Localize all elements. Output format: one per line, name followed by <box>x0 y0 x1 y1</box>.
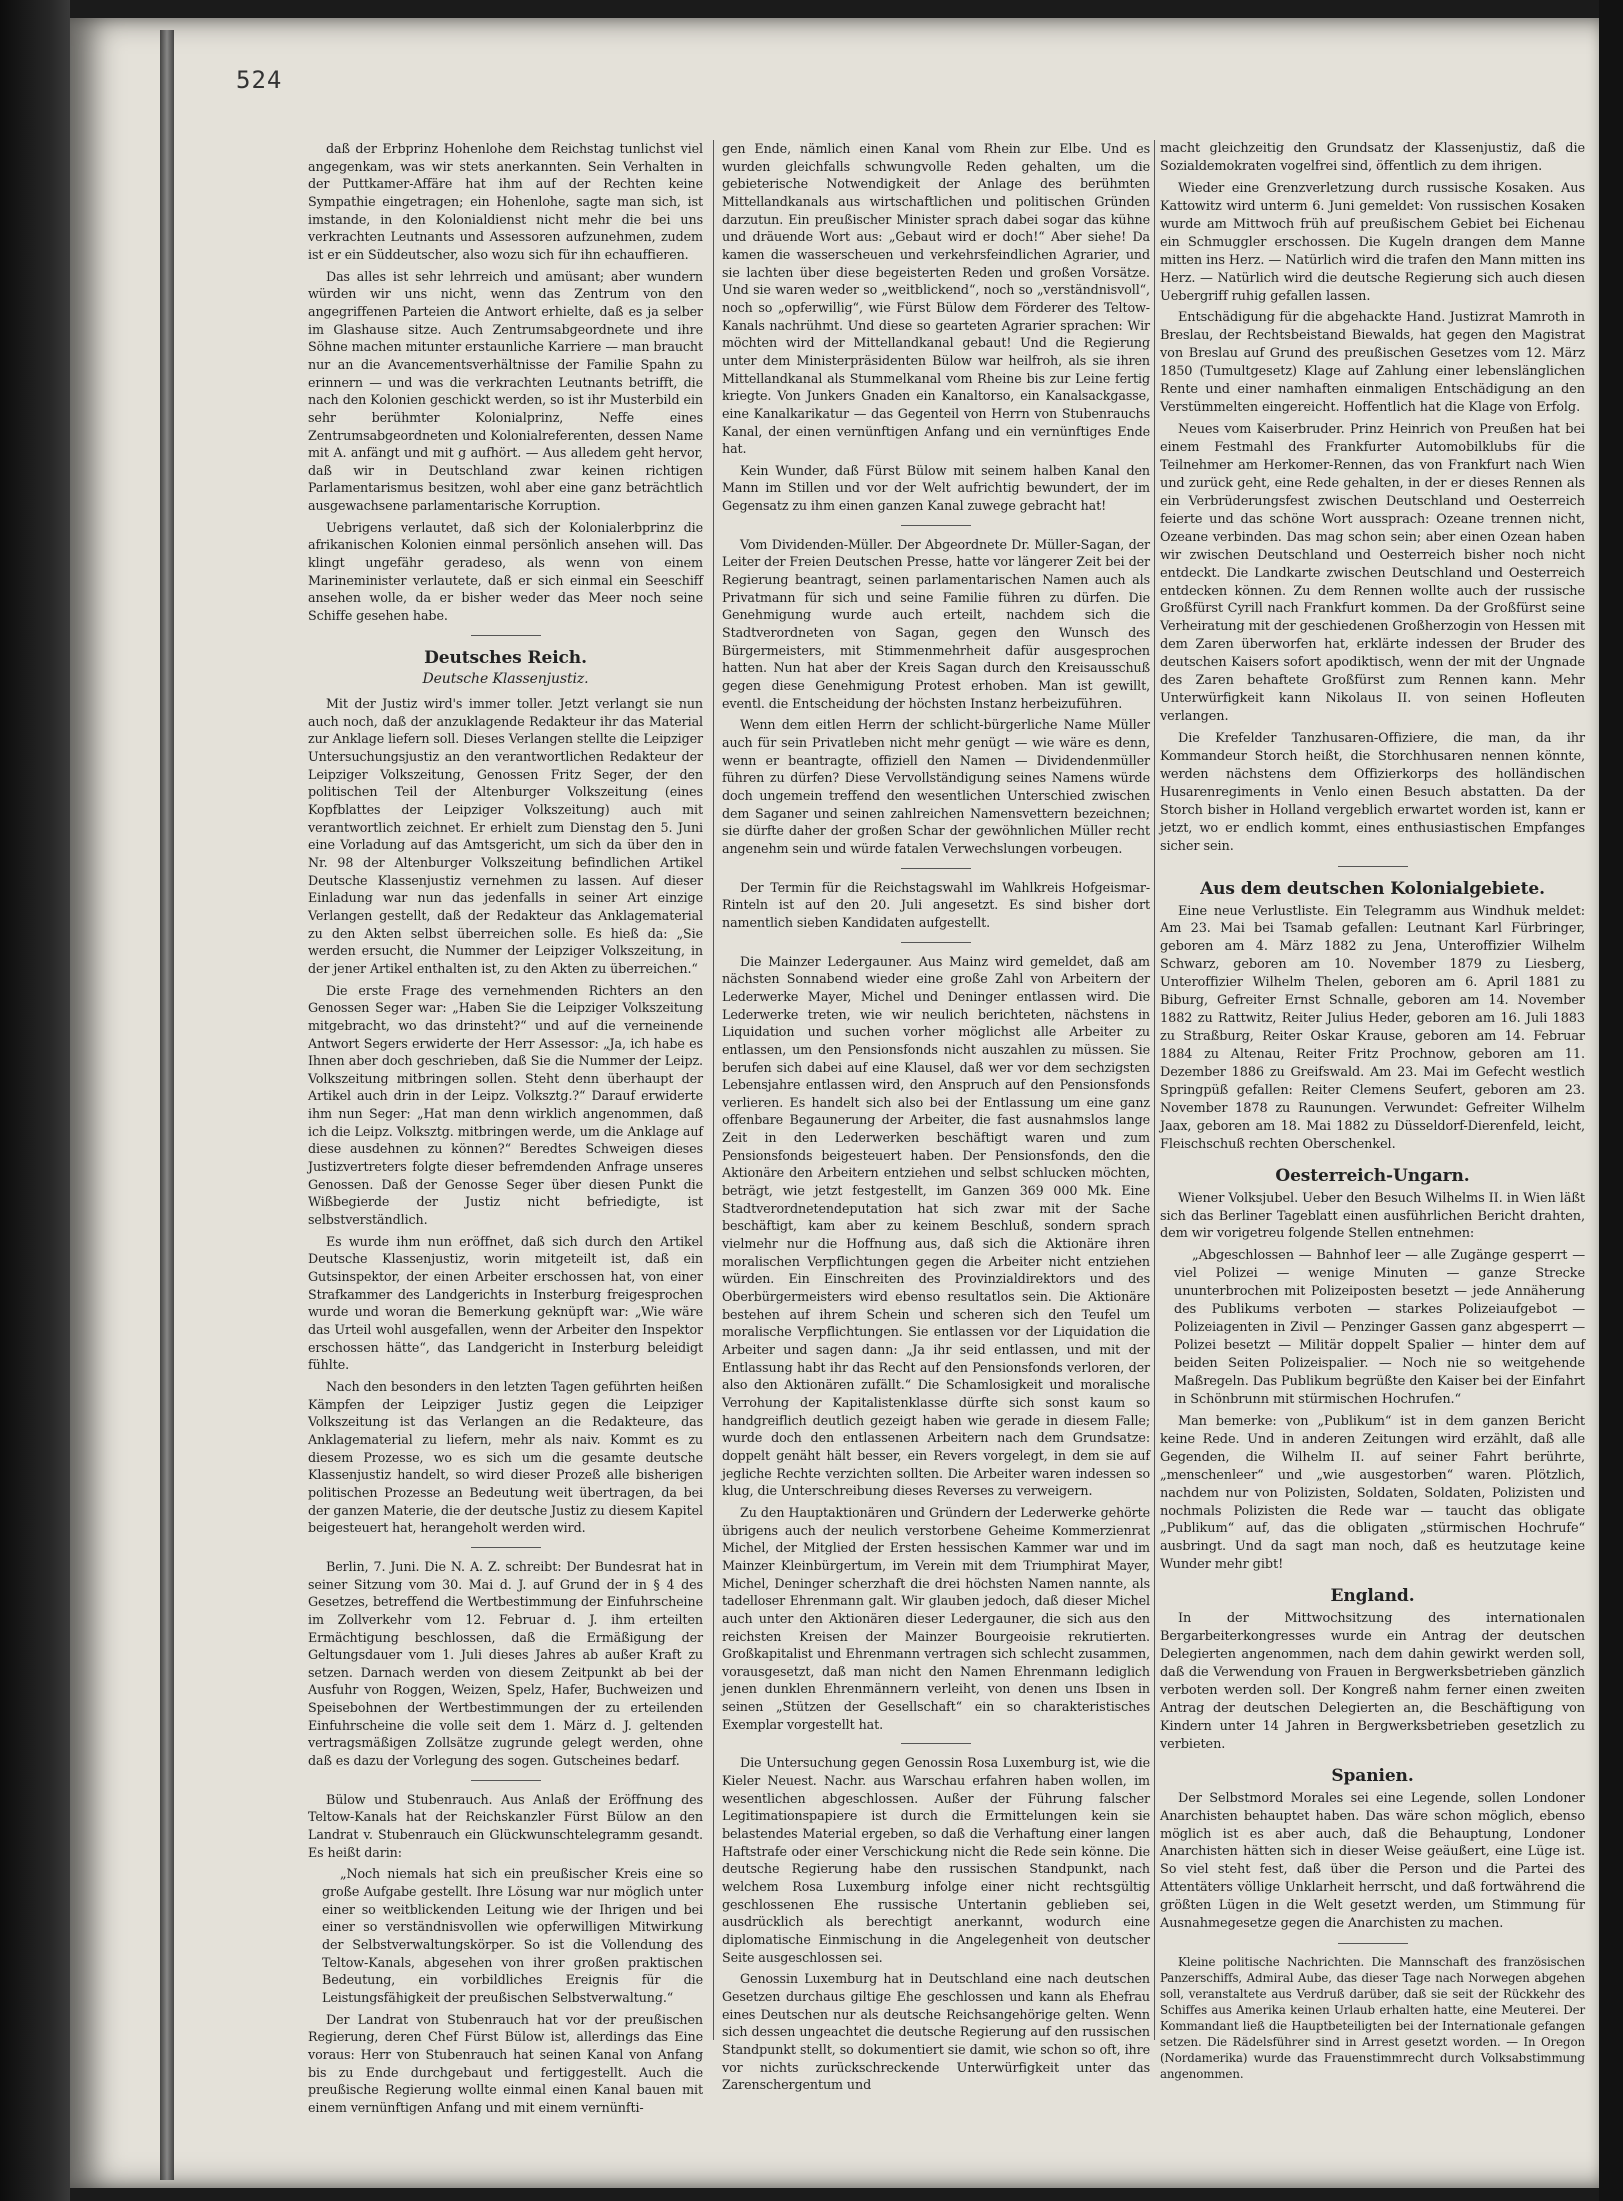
article-paragraph: Das alles ist sehr lehrreich und amüsant; aber wundern würden wir uns nicht, wenn das Zentrum von den angegriffenen Parteien die Antwort erhielte, daß es ja selber im Glashause sitze. Auch Zentrumsabgeordnete und ihre Söhne machen mitunter erstaunliche Karriere — man braucht nur an die Avancementsverhältnisse der Familie Spahn zu erinnern — und was die verkrachten Leutnants betrifft, die nach den Kolonien geschickt werden, so ist ihr Musterbild ein sehr berühmter Kolonialprinz, Neffe eines Zentrumsabgeordneten und Kolonialreferenten, dessen Name mit A. anfängt und mit g aufhört. — Aus alledem geht hervor, daß wir in Deutschland zwar keinen richtigen Parlamentarismus besitzen, wohl aber eine ganz beträchtlich ausgewachsene parlamentarische Korruption. <box>308 268 703 514</box>
article-paragraph: Genossin Luxemburg hat in Deutschland eine nach deutschen Gesetzen durchaus giltige Ehe geschlossen und kann als Ehefrau eines Deutschen nur als deutsche Reichsangehörige gelten. Wenn sich dessen ungeachtet die deutsche Regierung auf den russischen Standpunkt stellt, so dokumentiert sie damit, wie schon so oft, ihre vor nichts zurückschreckende Unterwürfigkeit unter das Zarenschergentum und <box>722 1971 1150 2093</box>
news-brief: Kleine politische Nachrichten. Die Mannschaft des französischen Panzerschiffs, Admiral Aube, das dieser Tage nach Norwegen abgehen soll, veranstaltete aus Verdruß darüber, daß sie seit der Rückkehr des Schiffes aus Amerika keinen Urlaub erhalten hatte, eine Meuterei. Der Kommandant ließ die Hauptbeteiligten bei der Internationale gefangen setzen. Die Rädelsführer sind in Arrest gesetzt worden. — In Oregon (Nordamerika) wurde das Frauenstimmrecht durch Volksabstimmung angenommen. <box>1160 1955 1585 2082</box>
column-rule-1 <box>713 140 714 2040</box>
section-heading: Deutsches Reich. <box>424 647 587 668</box>
article-paragraph: Die Mainzer Ledergauner. Aus Mainz wird gemeldet, daß am nächsten Sonnabend wieder eine große Zahl von Arbeitern der Lederwerke Mayer, Michel und Deninger entlassen wird. Die Lederwerke treten, wie wir neulich berichteten, nächstens in Liquidation und suchen vorher möglichst alle Arbeiter zu entlassen, um den Pensionsfonds nicht auszahlen zu müssen. Sie berufen sich dabei auf eine Klausel, daß wer vor dem sechzigsten Lebensjahre entlassen wird, den Anspruch auf den Pensionsfonds verlieren. Es handelt sich also bei der Entlassung um eine ganz offenbare Begaunerung der Arbeiter, die fast ausnahmslos lange Zeit in den Lederwerken beschäftigt waren und zum Pensionsfonds beigesteuert haben. Der Pensionsfonds, den die Aktionäre den Arbeitern entziehen und selbst schlucken möchten, beträgt, wie jetzt festgestellt, im Ganzen 369 000 Mk. Eine Stadtverordnetendeputation hat sich zwar mit der Sache beschäftigt, kam aber zu keinem Beschluß, sondern sprach vielmehr nur die Hoffnung aus, daß sich die Aktionäre ihren moralischen Verpflichtungen gegen die Arbeiter nicht entziehen würden. Ein Einschreiten des Provinzialdirektors und des Oberbürgermeisters wird ebenso resultatlos sein. Die Aktionäre bestehen auf ihrem Schein und scheren sich den Teufel um moralische Verpflichtungen. Sie entlassen vor der Liquidation die Arbeiter und sagen dann: „Ja ihr seid entlassen, und mit der Entlassung habt ihr das Recht auf den Pensionsfonds verloren, der also den Aktionären zufällt.“ Die Schamlosigkeit und moralische Verrohung der Kapitalistenklasse dürfte sich sonst kaum so handgreiflich deutlich gezeigt haben wie gerade in diesem Falle; wurde doch den entlassenen Arbeitern nach dem Grundsatze: doppelt genäht hält besser, ein Revers vorgelegt, in dem sie auf jegliche Rechte verzichten sollten. Die Arbeiter waren indessen so klug, die Unterschreibung dieses Reverses zu verweigern. <box>722 953 1150 1499</box>
section-divider <box>901 525 971 526</box>
article-paragraph: Mit der Justiz wird's immer toller. Jetzt verlangt sie nun auch noch, daß der anzuklagende Redakteur ihr das Material zur Anklage liefern soll. Dieses Verlangen stellte die Leipziger Untersuchungsjustiz an den verantwortlichen Redakteur der Leipziger Volkszeitung, Genossen Fritz Seger, der den politischen Teil der Altenburger Volkszeitung (eines Kopfblattes der Leipziger Volkszeitung) auch mit verantwortlich zeichnet. Er erhielt zum Dienstag den 5. Juni eine Vorladung auf das Amtsgericht, um sich da über den in Nr. 98 der Altenburger Volkszeitung befindlichen Artikel Deutsche Klassenjustiz vernehmen zu lassen. Auf dieser Einladung war nun das jedenfalls in seiner Art einzige Verlangen gestellt, daß der Redakteur das Anklagematerial zu den Akten selbst überreichen solle. Es hieß da: „Sie werden ersucht, die Nummer der Leipziger Volkszeitung, in der jener Artikel enthalten ist, zu den Akten zu überreichen.“ <box>308 696 703 976</box>
section-divider <box>901 942 971 943</box>
article-paragraph: daß der Erbprinz Hohenlohe dem Reichstag tunlichst viel angegenkam, was wir stets anerkannten. Sein Verhalten in der Puttkamer-Affäre hat ihm auf der Rechten keine Sympathie eingetragen; ein Hohenlohe, sagte man sich, ist imstande, in den Kolonialdienst nicht mehr die bei uns verkrachten Leutnants und Assessoren aufzunehmen, zudem ist er ein Süddeutscher, also wozu sich für ihn echauffieren. <box>308 141 703 262</box>
article-paragraph: Nach den besonders in den letzten Tagen geführten heißen Kämpfen der Leipziger Justiz gegen die Leipziger Volkszeitung ist das Verlangen an die Redakteure, das Anklagematerial zu liefern, mehr als naiv. Kommt es zu diesem Prozesse, wo es sich um die gesamte deutsche Klassenjustiz handelt, so wird dieser Prozeß alle bisherigen politischen Prozesse an Bedeutung weit übertragen, da bei der ganzen Materie, die der deutsche Justiz zu diesem Kapitel beigesteuert hat, herangeholt werden wird. <box>308 1378 703 1536</box>
article-paragraph: Vom Dividenden-Müller. Der Abgeordnete Dr. Müller-Sagan, der Leiter der Freien Deutschen Presse, hatte vor längerer Zeit bei der Regierung beantragt, seinen parlamentarischen Namen auch als Privatmann für sich und seine Familie führen zu dürfen. Die Genehmigung wurde auch erteilt, nachdem sich die Stadtverordneten von Sagan, gegen den Wunsch des Bürgermeisters, mit Stimmenmehrheit dafür ausgesprochen hatten. Nun hat aber der Kreis Sagan durch den Kreisausschuß gegen diese Genehmigung Protest erhoben. Man ist gewillt, eventl. die Entscheidung der höchsten Instanz herbeizuführen. <box>722 536 1150 711</box>
quoted-telegram: „Noch niemals hat sich ein preußischer Kreis eine so große Aufgabe gestellt. Ihre Lösung war nur möglich unter einer so weitblickenden Leitung wie der Ihrigen und bei einer so verständnisvollen wie opferwilligen Mitwirkung der Selbstverwaltungskörper. So ist die Vollendung des Teltow-Kanals, abgesehen von ihrer großen praktischen Bedeutung, ein vorbildliches Ereignis für die Leistungsfähigkeit der preußischen Selbstverwaltung.“ <box>322 1866 703 2005</box>
section-divider <box>471 1547 541 1548</box>
article-paragraph: Wenn dem eitlen Herrn der schlicht-bürgerliche Name Müller auch für sein Privatleben nicht mehr genügt — wie wäre es denn, wenn er beantragte, offiziell den Namen — Dividendenmüller führen zu dürfen? Diese Vervollständigung seines Namens würde doch ungemein treffend den wesentlichen Unterschied zwischen dem Saganer und seinen zahlreichen Namensvettern bezeichnen; sie dürfte daher der großen Schar der gewöhnlichen Müller recht angenehm sein und würde fatalen Verwechslungen vorbeugen. <box>722 717 1150 856</box>
quoted-report: „Abgeschlossen — Bahnhof leer — alle Zugänge gesperrt — viel Polizei — wenige Minuten — ganze Strecke ununterbrochen mit Polizeiposten besetzt — jede Annäherung des Publikums verboten — starkes Polizeiaufgebot — Polizeiagenten in Zivil — Penzinger Gassen ganz abgesperrt — Polizei besetzt — Militär doppelt Spalier — hinter dem auf beiden Seiten Polizeispalier. — Noch nie so weitgehende Maßregeln. Das Publikum begrüßte den Kaiser bei der Einfahrt in Schönbrunn mit stürmischen Hochrufen.“ <box>1174 1248 1585 1407</box>
section-divider <box>901 868 971 869</box>
article-paragraph: macht gleichzeitig den Grundsatz der Klassenjustiz, daß die Sozialdemokraten vogelfrei sind, öffentlich zu dem ihrigen. <box>1160 141 1585 174</box>
column-3 <box>1160 140 1585 2086</box>
article-paragraph: Zu den Hauptaktionären und Gründern der Lederwerke gehörte übrigens auch der neulich verstorbene Geheime Kommerzienrat Michel, der Mitglied der Ersten hessischen Kammer war und im Mainzer Kleinbürgertum, im Verein mit dem Triumphirat Mayer, Michel, Deninger scherzhaft die drei höchsten Namen nannte, als tadelloser Ehrenmann galt. Wir glauben jedoch, daß dieser Michel auch unter den Aktionären dieser Ledergauner, die sich aus den reichsten Kreisen der Mainzer Bourgeoisie rekrutierten. Großkapitalist und Ehrenmann vertragen sich schlecht zusammen, vorausgesetzt, daß man nicht den Namen Ehrenmann lediglich jenen dunklen Ehrenmännern verleiht, von denen uns Ibsen in seinen „Stützen der Gesellschaft“ ein so charakteristisches Exemplar vorgestellt hat. <box>722 1504 1150 1732</box>
section-divider <box>1338 866 1408 867</box>
section-divider <box>471 1780 541 1781</box>
page-spine-edge <box>160 30 174 2180</box>
section-heading: Aus dem deutschen Kolonialgebiete. <box>1200 878 1545 899</box>
section-divider <box>901 1743 971 1744</box>
article-paragraph: Entschädigung für die abgehackte Hand. Justizrat Mamroth in Breslau, der Rechtsbeistand Biewalds, hat gegen den Magistrat von Breslau auf Grund des preußischen Gesetzes vom 12. März 1850 (Tumultgesetz) Klage auf Zahlung einer lebenslänglichen Rente und einer namhaften einmaligen Entschädigung an den Verstümmelten eingereicht. Hoffentlich hat die Klage von Erfolg. <box>1160 310 1585 416</box>
article-paragraph: Der Termin für die Reichstagswahl im Wahlkreis Hofgeismar-Rinteln ist auf den 20. Juli angesetzt. Es sind bisher dort namentlich sieben Kandidaten aufgestellt. <box>722 879 1150 930</box>
article-paragraph: Kein Wunder, daß Fürst Bülow mit seinem halben Kanal den Mann im Stillen und vor der Welt aufrichtig bewundert, der im Gegensatz zu ihm einen ganzen Kanal zuwege gebracht hat! <box>722 462 1150 514</box>
article-paragraph: Bülow und Stubenrauch. Aus Anlaß der Eröffnung des Teltow-Kanals hat der Reichskanzler Fürst Bülow an den Landrat v. Stubenrauch ein Glückwunschtelegramm gesandt. Es heißt darin: <box>308 1791 703 1860</box>
section-divider <box>471 635 541 636</box>
article-paragraph: gen Ende, nämlich einen Kanal vom Rhein zur Elbe. Und es wurden gleichfalls schwungvolle Reden gehalten, um die gebieterische Notwendigkeit der Anlage des berühmten Mittellandkanals aus wirtschaftlichen und politischen Gründen darzutun. Ein preußischer Minister sprach dabei sogar das kühne und dräuende Wort aus: „Gebaut wird er doch!“ Aber siehe! Da kamen die wasserscheuen und verkehrsfeindlichen Agrarier, und sie lachten über diese begeisterten Reden und großen Vorsätze. Und sie waren weder so „weitblickend“, noch so „verständnisvoll“, noch so „opferwillig“, wie Fürst Bülow dem Förderer des Teltow-Kanals nachrühmt. Und diese so gearteten Agrarier sprachen: Wir möchten wird der Mittellandkanal gebaut! Und die Regierung unter dem Ministerpräsidenten Bülow war heilfroh, als sie ihren Mittellandkanal als Stummelkanal vom Rheine bis zur Leine fertig kriegte. Von Junkers Gnaden ein Kanaltorso, ein Kanalsackgasse, eine Kanalkarikatur — das Gegenteil von Herrn von Stubenrauchs Kanal, der einen vernünftigen Anfang und ein vernünftiges Ende hat. <box>722 141 1150 457</box>
article-paragraph: Neues vom Kaiserbruder. Prinz Heinrich von Preußen hat bei einem Festmahl des Frankfurter Automobilklubs für die Teilnehmer am Herkomer-Rennen, das von Frankfurt nach Wien und zurück geht, eine Rede gehalten, in der er dieses Rennen als ein Verbrüderungsfest zwischen Deutschland und Oesterreich feierte und das schöne Wort aussprach: Ozeane trennen nicht, Ozeane verbinden. Das mag schon sein; aber einen Ozean haben wir zwischen Deutschland und Oesterreich bisher noch nicht entdeckt. Die Landkarte zwischen Deutschland und Oesterreich entdecken können. Zu dem Rennen wollte auch der russische Großfürst Cyrill nach Frankfurt kommen. Da der Großfürst seine Verheiratung mit der geschiedenen Großherzogin von Hessen mit dem Zaren überworfen hat, erklärte indessen der Bruder des deutschen Kaisers sofort apodiktisch, wenn der mit der Ungnade des Zaren behaftete Großfürst zum Rennen kann. Mehr Unterwürfigkeit kann Nikolaus II. von seinen Hofleuten verlangen. <box>1160 422 1585 725</box>
article-paragraph: Uebrigens verlautet, daß sich der Kolonialerbprinz die afrikanischen Kolonien einmal persönlich ansehen will. Das klingt ungefähr geradeso, als wenn von einem Marineminister verlautete, daß er sich einmal ein Seeschiff ansehen wolle, da er bisher weder das Meer noch seine Schiffe gesehen habe. <box>308 519 703 624</box>
section-heading: England. <box>1330 1586 1415 1607</box>
section-heading: Oesterreich-Ungarn. <box>1275 1165 1470 1186</box>
article-paragraph: Der Landrat von Stubenrauch hat vor der preußischen Regierung, deren Chef Fürst Bülow ist, allerdings das Eine voraus: Herr von Stubenrauch hat seinen Kanal von Anfang bis zu Ende durchgebaut und fertiggestellt. Auch die preußische Regierung wollte einmal einen Kanal bauen mit einem vernünftigen Anfang und mit einem vernünfti- <box>308 2011 703 2115</box>
book-binding <box>0 0 70 2201</box>
article-paragraph: Wieder eine Grenzverletzung durch russische Kosaken. Aus Kattowitz wird unterm 6. Juni gemeldet: Von russischen Kosaken wurde am Mittwoch früh auf preußischem Gebiet bei Eichenau ein Schmuggler erschossen. Die Kugeln drangen dem Manne mitten ins Herz. — Natürlich wird die trafen den Mann mitten ins Herz. — Natürlich wird die deutsche Regierung sich auch diesen Uebergriff ruhig gefallen lassen. <box>1160 180 1585 304</box>
article-paragraph: Die erste Frage des vernehmenden Richters an den Genossen Seger war: „Haben Sie die Leipziger Volkszeitung mitgebracht, wo das drinsteht?“ und auf die verneinende Antwort Segers erwiderte der Herr Assessor: „Ja, ich habe es Ihnen aber doch geschrieben, daß Sie die Nummer der Leipz. Volkszeitung mitbringen sollen. Steht denn überhaupt der Artikel auch drin in der Leipz. Volksztg.?“ Darauf erwiderte ihm nun Seger: „Hat man denn wirklich angenommen, daß ich die Leipz. Volksztg. mitbringen werde, um die Anklage auf diese ausdehnen zu können?“ Beredtes Schweigen dieses Justizvertreters folgte dieser befremdenden Anfrage unseres Genossen. Daß der Genosse Seger über diesen Punkt die Wißbegierde der Justiz nicht befriedigte, ist selbstverständlich. <box>308 982 703 1228</box>
article-paragraph: Der Selbstmord Morales sei eine Legende, sollen Londoner Anarchisten behauptet haben. Das wäre schon möglich, ebenso möglich ist es aber auch, daß die Behauptung, Londoner Anarchisten hätten sich in dieser Weise geäußert, eine Lüge ist. So viel steht fest, daß über die Person und die Partei des Attentäters völlige Unklarheit herrscht, und daß fortwährend die größten Lügen in die Welt gesetzt werden, um Stimmung für Ausnahmegesetze gegen die Anarchisten zu machen. <box>1160 1790 1585 1932</box>
column-1 <box>308 140 703 2121</box>
article-paragraph: Eine neue Verlustliste. Ein Telegramm aus Windhuk meldet: Am 23. Mai bei Tsamab gefallen: Leutnant Karl Fürbringer, geboren am 4. März 1882 zu Jena, Unteroffizier Wilhelm Schwarz, geboren am 10. November 1879 zu Liesberg, Unteroffizier Wilhelm Thelen, geboren am 6. April 1881 zu Biburg, Gefreiter Ernst Schnalle, geboren am 14. November 1882 zu Rattwitz, Reiter Julius Heder, geboren am 16. Juli 1883 zu Straßburg, Reiter Oskar Krause, geboren am 14. Februar 1884 zu Altenau, Reiter Fritz Prochnow, geboren am 11. Dezember 1886 zu Greifswald. Am 23. Mai im Gefecht westlich Springpüß gefallen: Reiter Clemens Seufert, geboren am 23. November 1878 zu Raunungen. Verwundet: Gefreiter Wilhelm Jaax, geboren am 18. Mai 1882 zu Düsseldorf-Dierenfeld, leicht, Fleischschuß rechten Oberschenkel. <box>1160 903 1585 1152</box>
article-paragraph: Es wurde ihm nun eröffnet, daß sich durch den Artikel Deutsche Klassenjustiz, worin mitgeteilt ist, daß ein Gutsinspektor, der einen Arbeiter erschossen hat, von einer Strafkammer des Landgerichts in Insterburg freigesprochen wurde und woran die Bemerkung geknüpft war: „Wie wäre das Urteil wohl ausgefallen, wenn der Arbeiter den Inspektor erschossen hätte“, das Landgericht in Insterburg beleidigt fühlte. <box>308 1233 703 1373</box>
page-number: 524 <box>236 66 283 94</box>
column-rule-2 <box>1154 140 1155 2040</box>
section-subheading: Deutsche Klassenjustiz. <box>422 671 589 688</box>
section-heading: Spanien. <box>1331 1765 1414 1786</box>
article-paragraph: Wiener Volksjubel. Ueber den Besuch Wilhelms II. in Wien läßt sich das Berliner Tageblatt einen ausführlichen Bericht drahten, dem wir vorigetreu folgende Stellen entnehmen: <box>1160 1190 1585 1242</box>
article-paragraph: Man bemerke: von „Publikum“ ist in dem ganzen Bericht keine Rede. Und in anderen Zeitungen wird erzählt, daß alle Gegenden, die Wilhelm II. auf seiner Fahrt berührte, „menschenleer“ und „wie ausgestorben“ waren. Plötzlich, nachdem nur von Polizisten, Soldaten, Soldaten, Polizisten und nochmals Polizisten die Rede war — taucht das obligate „Publikum“ auf, das die obligaten „stürmischen Hochrufe“ ausbringt. Und da sagt man noch, daß es heutzutage keine Wunder mehr gibt! <box>1160 1413 1585 1573</box>
section-divider <box>1338 1943 1408 1944</box>
article-paragraph: Berlin, 7. Juni. Die N. A. Z. schreibt: Der Bundesrat hat in seiner Sitzung vom 30. Mai d. J. auf Grund der in § 4 des Gesetzes, betreffend die Wertbestimmung der Einfuhrscheine im Zollverkehr vom 12. Februar d. J. ihm erteilten Ermächtigung beschlossen, daß die Ermäßigung der Geltungsdauer vom 1. Juli dieses Jahres ab außer Kraft zu setzen. Darnach werden von diesem Zeitpunkt ab bei der Ausfuhr von Roggen, Weizen, Spelz, Hafer, Buchweizen und Speisebohnen der Wertbestimmungen der zu erteilenden Einfuhrscheine die volle seit dem 1. März d. J. geltenden vertragsmäßigen Zollsätze zugrunde gelegt werden, ohne daß es dazu der Vorlegung des sogen. Gutscheines bedarf. <box>308 1558 703 1769</box>
right-binding <box>1599 0 1623 2201</box>
column-2 <box>722 140 1150 2098</box>
article-paragraph: Die Untersuchung gegen Genossin Rosa Luxemburg ist, wie die Kieler Neuest. Nachr. aus Warschau erfahren haben wollen, im wesentlichen abgeschlossen. Außer der Führung falscher Legitimationspapiere ist durch die Ermittelungen kein sie belastendes Material ergeben, so daß die Verhaftung einer langen Haftstrafe oder einer Verschickung nicht die Rede sein könne. Die deutsche Regierung habe den russischen Standpunkt, nach welchem Rosa Luxemburg infolge einer nicht rechtsgültig geschlossenen Ehe russische Untertanin geblieben sei, ausdrücklich als berechtigt anerkannt, wodurch eine diplomatische Einmischung in die Angelegenheit von deutscher Seite ausgeschlossen sei. <box>722 1755 1150 1965</box>
article-paragraph: Die Krefelder Tanzhusaren-Offiziere, die man, da ihr Kommandeur Storch heißt, die Storchhusaren nennen könnte, werden nächstens dem Offizierkorps des holländischen Husarenregiments in Venlo einen Besuch abstatten. Da der Storch bisher in Holland vergeblich erwartet worden ist, kann er jetzt, wo er endlich kommt, eines enthusiastischen Empfanges sicher sein. <box>1160 731 1585 854</box>
article-paragraph: In der Mittwochsitzung des internationalen Bergarbeiterkongresses wurde ein Antrag der deutschen Delegierten angenommen, nach dem dahin gewirkt werden soll, daß die Verwendung von Frauen in Bergwerksbetrieben gänzlich verboten werden soll. Der Kongreß nahm ferner einen zweiten Antrag der deutschen Delegierten an, die Beschäftigung von Kindern unter 14 Jahren in Bergwerksbetrieben gesetzlich zu verbieten. <box>1160 1611 1585 1752</box>
